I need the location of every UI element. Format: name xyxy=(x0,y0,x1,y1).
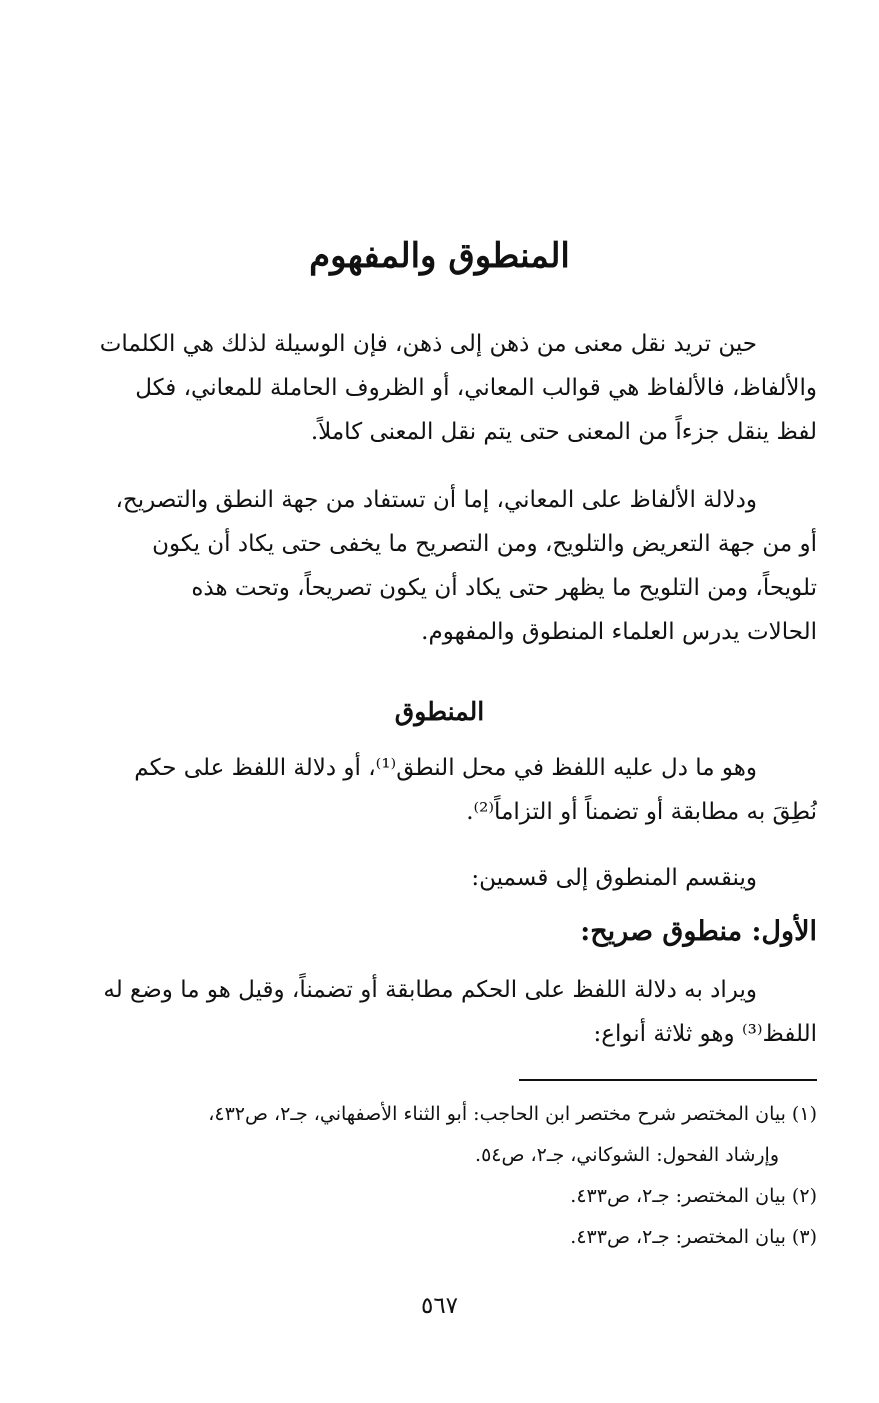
paragraph-line: حين تريد نقل معنى من ذهن إلى ذهن، فإن الوسيلة لذلك هي الكلمات xyxy=(99,331,757,357)
footnotes xyxy=(62,1094,817,1258)
first-type-paragraph xyxy=(62,968,817,1056)
paragraph-line: تلويحاً، ومن التلويح ما يظهر حتى يكاد أن يكون تصريحاً، وتحت هذه xyxy=(191,575,817,601)
footnote-divider xyxy=(519,1079,817,1081)
footnote-2: (٢) بيان المختصر: جـ٢، ص٤٣٣. xyxy=(570,1185,817,1207)
paragraph-line: وهو ما دل عليه اللفظ في محل النطق⁽¹⁾، أو دلالة اللفظ على حكم xyxy=(134,755,757,781)
intro-paragraph xyxy=(62,322,817,454)
paragraph-line: اللفظ⁽³⁾ وهو ثلاثة أنواع: xyxy=(593,1021,817,1047)
paragraph-line: ودلالة الألفاظ على المعاني، إما أن تستفاد من جهة النطق والتصريح، xyxy=(115,487,757,513)
paragraph-line: نُطِقَ به مطابقة أو تضمناً أو التزاماً⁽²⁾. xyxy=(466,799,817,825)
footnote-1-continuation: وإرشاد الفحول: الشوكاني، جـ٢، ص٥٤. xyxy=(475,1144,779,1166)
paragraph-line: الحالات يدرس العلماء المنطوق والمفهوم. xyxy=(421,619,817,645)
paragraph-line: والألفاظ، فالألفاظ هي قوالب المعاني، أو الظروف الحاملة للمعاني، فكل xyxy=(135,375,817,401)
page-title: المنطوق والمفهوم xyxy=(309,236,570,276)
paragraph-line: لفظ ينقل جزءاً من المعنى حتى يتم نقل المعنى كاملاً. xyxy=(310,419,817,445)
footnote-3: (٣) بيان المختصر: جـ٢، ص٤٣٣. xyxy=(570,1226,817,1248)
footnote-1: (١) بيان المختصر شرح مختصر ابن الحاجب: أبو الثناء الأصفهاني، جـ٢، ص٤٣٢، xyxy=(208,1103,817,1125)
paragraph-line: وينقسم المنطوق إلى قسمين: xyxy=(471,865,757,891)
page-number: ٥٦٧ xyxy=(420,1293,459,1319)
second-paragraph xyxy=(62,478,817,654)
division-paragraph xyxy=(62,856,817,900)
first-type-heading: الأول: منطوق صريح: xyxy=(580,916,817,947)
definition-paragraph xyxy=(62,746,817,834)
paragraph-line: أو من جهة التعريض والتلويح، ومن التصريح ما يخفى حتى يكاد أن يكون xyxy=(152,531,817,557)
section-title: المنطوق xyxy=(394,697,485,726)
paragraph-line: ويراد به دلالة اللفظ على الحكم مطابقة أو تضمناً، وقيل هو ما وضع له xyxy=(103,977,757,1003)
